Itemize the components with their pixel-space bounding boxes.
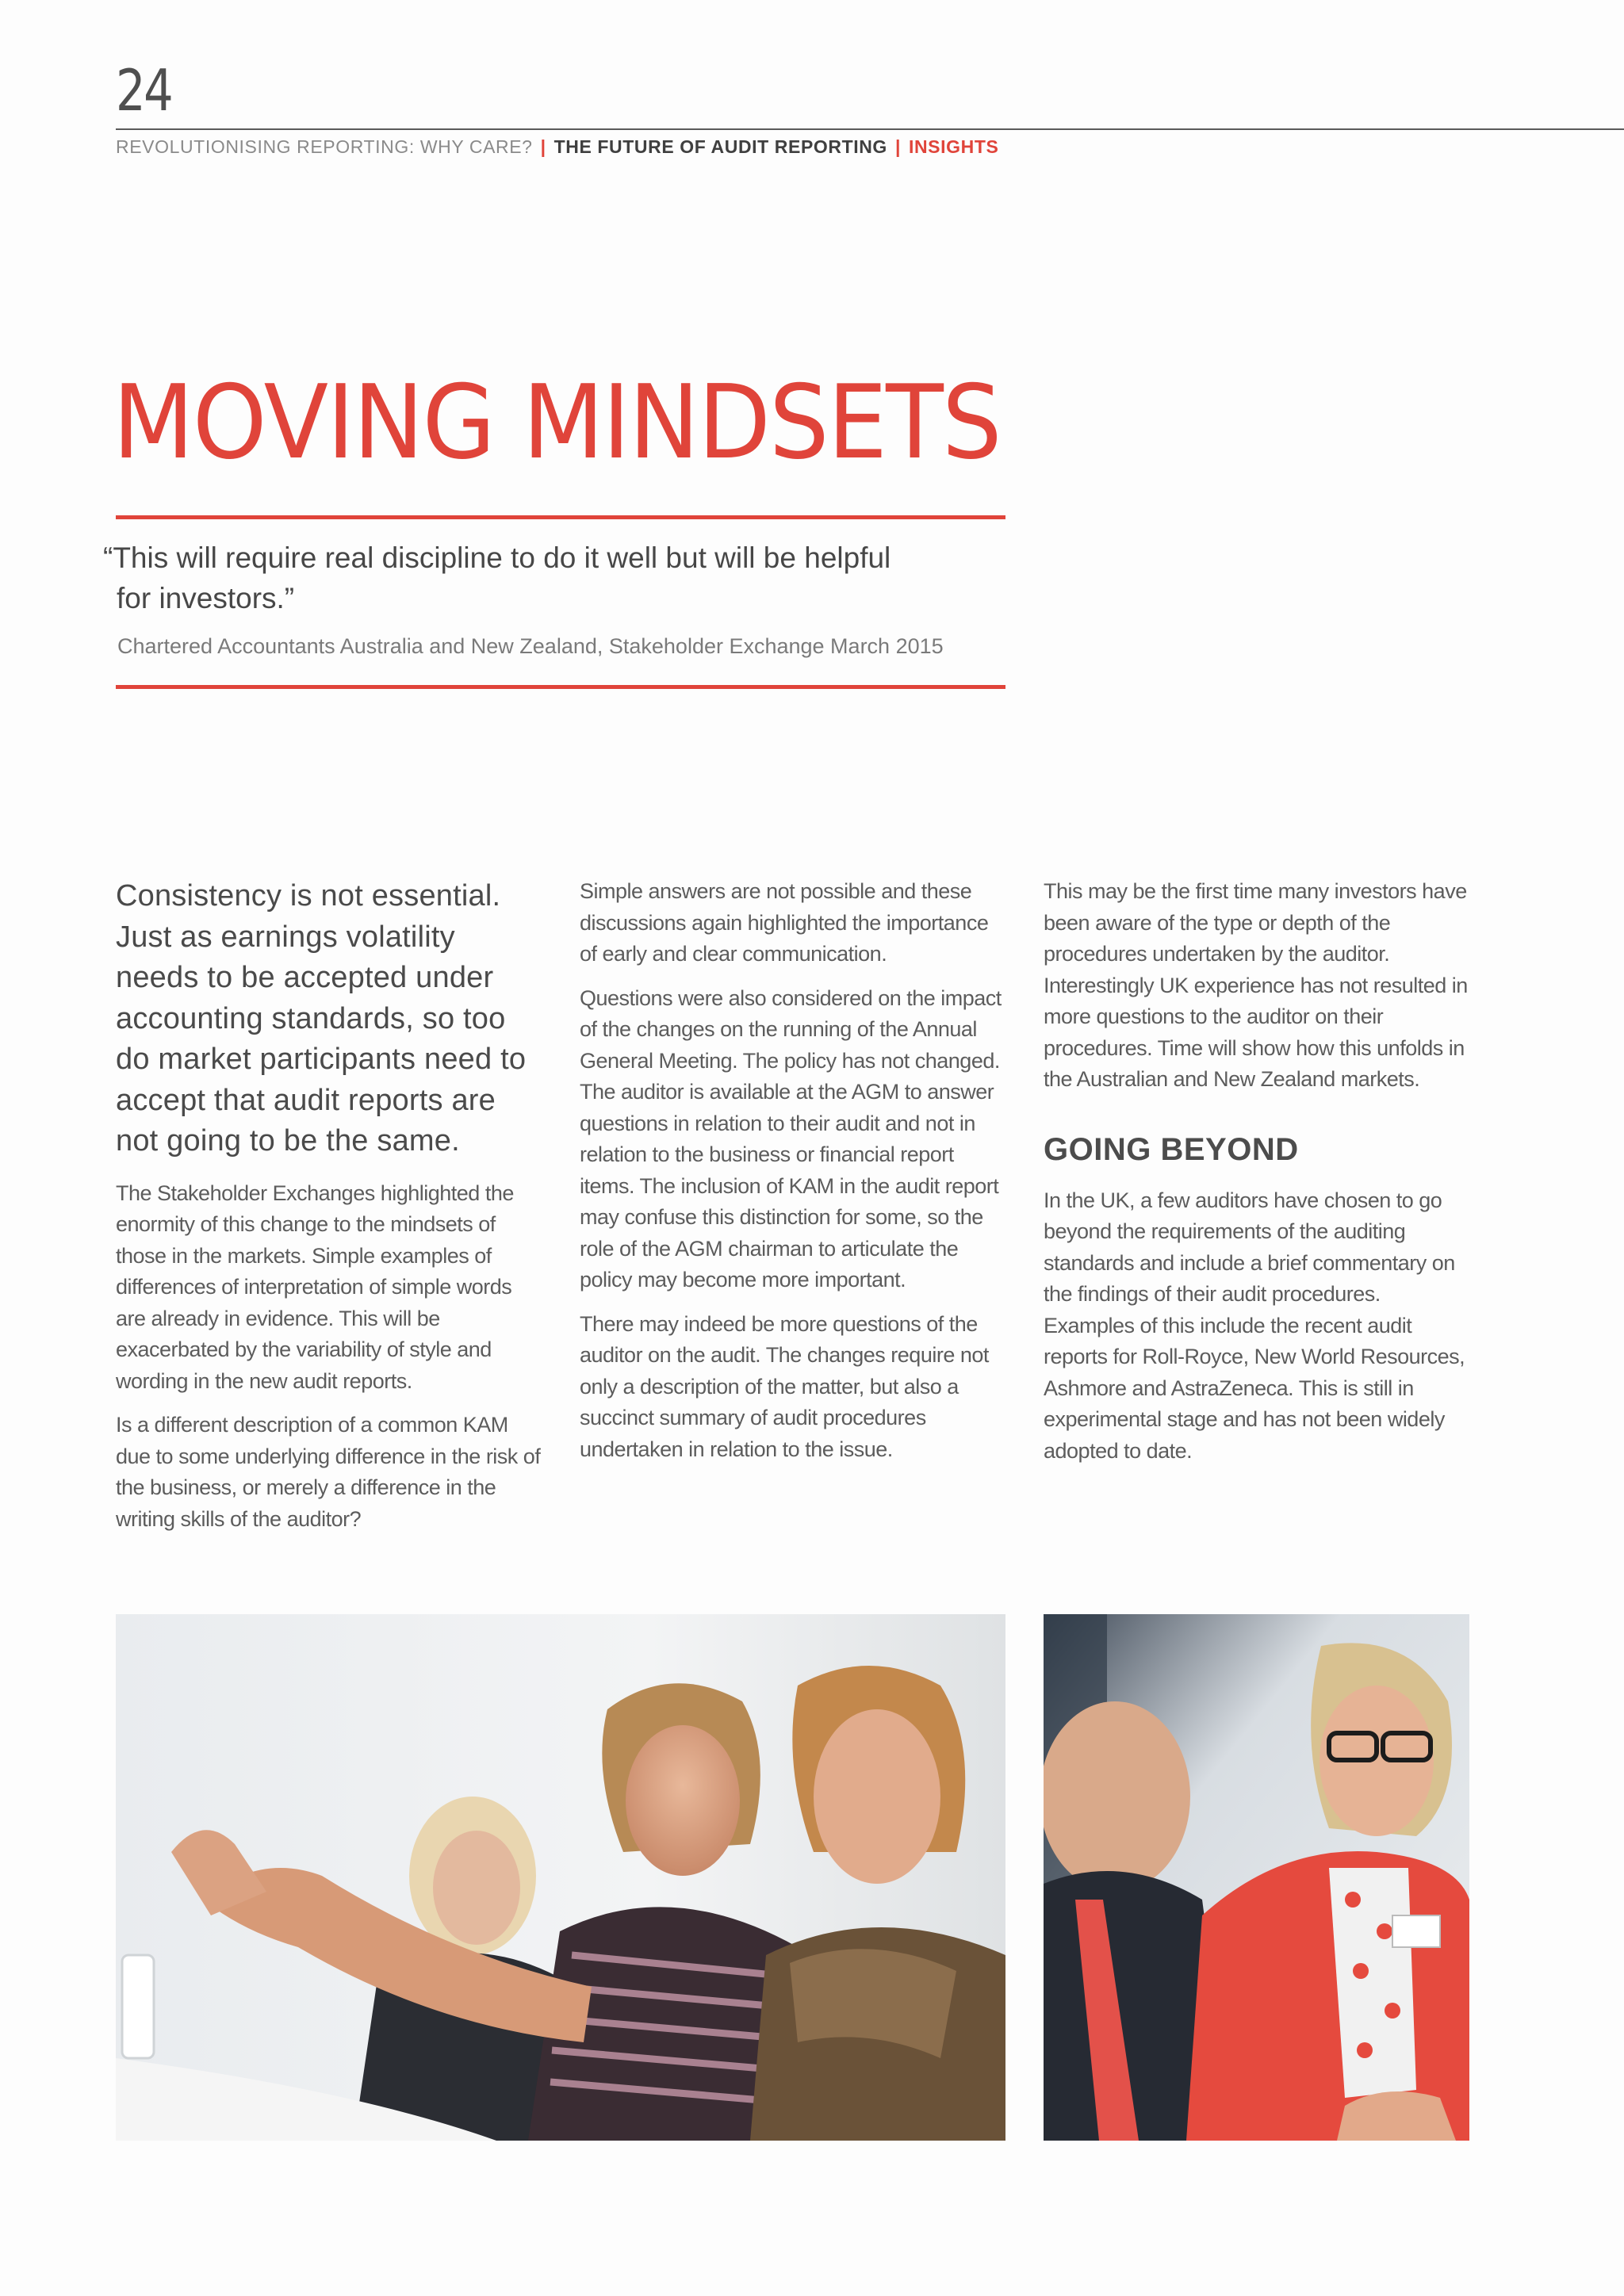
body-paragraph: The Stakeholder Exchanges highlighted the enormity of this change to the mindsets of those in the markets. Simple examples of differences of interpretation of simple words are already in evidence. This will be exacerbated by the variability of style and wording in the new audit reports. (116, 1181, 514, 1393)
breadcrumb-item-current[interactable]: INSIGHTS (908, 136, 999, 157)
text-column-3 (1044, 876, 1472, 1479)
quote-source: Chartered Accountants Australia and New Zealand, Stakeholder Exchange March 2015 (117, 634, 944, 658)
page-title: MOVING MINDSETS (113, 364, 1001, 482)
breadcrumb-separator: | (540, 136, 546, 157)
breadcrumb-separator: | (894, 136, 901, 157)
body-paragraph: Simple answers are not possible and these discussions again highlighted the importance of early and clear communication. (580, 879, 989, 966)
text-column-2 (580, 876, 1008, 1478)
body-paragraph: In the UK, a few auditors have chosen to go beyond the requirements of the auditing standards and include a brief commentary on the findings of their audit procedures. Examples of this include the recent audit reports for Roll-Royce, New World Resources, Ashmore and AstraZeneca. This is still in experimental stage and has not been widely adopted to date. (1044, 1188, 1465, 1463)
pull-quote-line-1: “This will require real discipline to do it well but will be helpful (103, 541, 891, 574)
body-paragraph: This may be the first time many investors have been aware of the type or depth of the procedures undertaken by the auditor. Interestingly UK experience has not resulted in more questions to the auditor on their procedures. Time will show how this unfolds in the Australian and New Zealand markets. (1044, 879, 1468, 1091)
photo-portrait-illustration (1044, 1614, 1469, 2141)
body-paragraph: Questions were also considered on the impact of the changes on the running of the Annual General Meeting. The policy has not changed. The auditor is available at the AGM to answer questions in relation to their audit and not in relation to the business or financial report items. The inclusion of KAM in the audit report may confuse this distinction for some, so the role of the AGM chairman to articulate the policy may become more important. (580, 985, 1002, 1292)
body-paragraph: There may indeed be more questions of the auditor on the audit. The changes require not only a description of the matter, but also a succinct summary of audit procedures undertaken in relation to the issue. (580, 1311, 989, 1461)
photo-woman-red-jacket (1044, 1614, 1469, 2141)
page-number: 24 (116, 57, 172, 124)
breadcrumb-item-section[interactable]: REVOLUTIONISING REPORTING: WHY CARE? (116, 136, 533, 157)
breadcrumb-item-chapter[interactable]: THE FUTURE OF AUDIT REPORTING (553, 136, 887, 157)
section-subheading: GOING BEYOND (1044, 1131, 1299, 1167)
pull-quote-line-2: for investors.” (117, 582, 295, 614)
photo-meeting-discussion (116, 1614, 1005, 2141)
body-paragraph: Is a different description of a common KAM due to some underlying difference in the risk of the business, or merely a difference in the writing skills of the auditor? (116, 1413, 541, 1531)
photo-meeting-illustration (116, 1614, 1005, 2141)
quote-bottom-rule (116, 685, 1005, 689)
breadcrumb (116, 136, 998, 158)
text-column-1 (116, 876, 544, 1548)
pull-quote (103, 538, 999, 618)
quote-top-rule (116, 515, 1005, 519)
lead-paragraph: Consistency is not essential. Just as earnings volatility needs to be accepted under accounting standards, so too do market participants need to accept that audit reports are not going to be the same. (116, 879, 527, 1158)
header-divider (116, 128, 1624, 130)
